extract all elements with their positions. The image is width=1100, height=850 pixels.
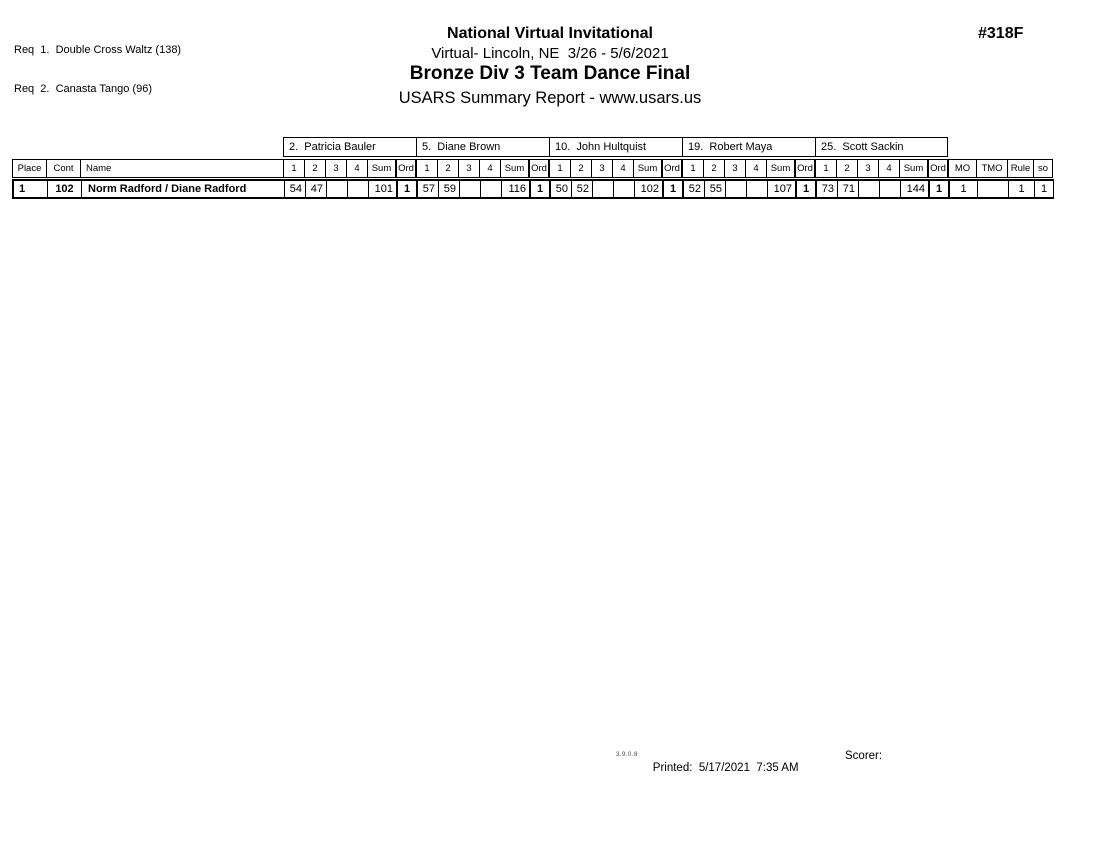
col-header-rule: Rule (1008, 160, 1034, 177)
col-header-score: 3 (858, 160, 879, 177)
contestant-name-cell: Norm Radford / Diane Radford (82, 181, 285, 197)
score-cell (747, 181, 768, 197)
place-cell: 1 (14, 181, 48, 197)
ordinal-cell: 1 (529, 181, 551, 197)
ordinal-cell: 1 (396, 181, 418, 197)
printed-timestamp (640, 750, 799, 786)
col-header-cont: Cont (47, 160, 81, 177)
col-header-name: Name (81, 160, 284, 177)
ordinal-cell: 1 (795, 181, 817, 197)
score-cell: 54 (285, 181, 306, 197)
score-cell: 47 (306, 181, 327, 197)
col-header-score: 4 (746, 160, 767, 177)
score-cell (726, 181, 747, 197)
judge-header-1: 2. Patricia Bauler (283, 137, 416, 157)
col-header-ord: Ord (927, 160, 949, 177)
col-header-ord: Ord (794, 160, 816, 177)
col-header-sum: Sum (371, 163, 392, 174)
sum-cell: 144 (906, 183, 925, 195)
col-header-score: 1 (816, 160, 837, 177)
sum-cell: 101 (374, 183, 393, 195)
col-header-score: 3 (592, 160, 613, 177)
score-cell (859, 181, 880, 197)
col-header-score: 2 (704, 160, 725, 177)
col-header-score: 1 (284, 160, 305, 177)
score-cell: 55 (705, 181, 726, 197)
ordinal-cell: 1 (662, 181, 684, 197)
score-cell: 52 (572, 181, 593, 197)
tmo-cell (978, 181, 1009, 197)
col-header-score: 1 (550, 160, 571, 177)
event-location-dates: Virtual- Lincoln, NE 3/26 - 5/6/2021 (431, 45, 669, 62)
sum-cell: 102 (640, 183, 659, 195)
judge-header-2: 5. Diane Brown (416, 137, 549, 157)
division-title: Bronze Div 3 Team Dance Final (409, 63, 691, 84)
col-header-score: 2 (837, 160, 858, 177)
col-header-score: 3 (459, 160, 480, 177)
score-cell: 71 (838, 181, 859, 197)
col-header-sum: Sum (504, 163, 525, 174)
col-header-so: so (1037, 163, 1049, 174)
printed-value: 5/17/2021 7:35 AM (698, 762, 799, 774)
col-header-score: 4 (879, 160, 900, 177)
rule-cell: 1 (1009, 181, 1035, 197)
column-header-row (12, 159, 1053, 178)
report-type: USARS Summary Report - www.usars.us (398, 89, 702, 107)
software-version: 3.9.0.8 (616, 752, 638, 758)
judge-header-3: 10. John Hultquist (549, 137, 682, 157)
col-header-score: 1 (417, 160, 438, 177)
score-cell: 73 (817, 181, 838, 197)
score-cell: 57 (418, 181, 439, 197)
score-cell (481, 181, 502, 197)
col-header-ord: Ord (395, 160, 417, 177)
score-cell (460, 181, 481, 197)
col-header-ord: Ord (661, 160, 683, 177)
col-header-score: 2 (305, 160, 326, 177)
score-cell (880, 181, 901, 197)
score-cell: 52 (684, 181, 705, 197)
col-header-place: Place (13, 160, 47, 177)
result-row (12, 179, 1054, 199)
col-header-mo: MO (949, 160, 977, 177)
col-header-sum: Sum (903, 163, 924, 174)
scorer-label: Scorer: (845, 750, 883, 762)
col-header-tmo: TMO (977, 160, 1008, 177)
mo-cell: 1 (950, 181, 978, 197)
col-header-ord: Ord (528, 160, 550, 177)
results-table (12, 137, 1054, 199)
score-cell: 50 (551, 181, 572, 197)
col-header-score: 3 (725, 160, 746, 177)
sum-cell: 116 (508, 183, 526, 195)
judge-header-5: 25. Scott Sackin (815, 137, 948, 157)
col-header-score: 1 (683, 160, 704, 177)
score-cell (348, 181, 369, 197)
printed-label: Printed: (652, 762, 693, 774)
col-header-score: 4 (347, 160, 368, 177)
ordinal-cell: 1 (928, 181, 950, 197)
sum-cell: 107 (773, 183, 792, 195)
score-cell (614, 181, 635, 197)
req-line-2: Req 2. Canasta Tango (96) (14, 83, 152, 95)
col-header-score: 4 (480, 160, 501, 177)
contestant-number-cell: 102 (48, 181, 82, 197)
event-number: #318F (978, 25, 1024, 42)
col-header-score: 4 (613, 160, 634, 177)
col-header-score: 3 (326, 160, 347, 177)
judge-header-4: 19. Robert Maya (682, 137, 815, 157)
score-cell: 59 (439, 181, 460, 197)
col-header-score: 2 (438, 160, 459, 177)
col-header-score: 2 (571, 160, 592, 177)
judges-header-row (283, 137, 1054, 157)
score-cell (593, 181, 614, 197)
col-header-sum: Sum (770, 163, 791, 174)
col-header-sum: Sum (637, 163, 658, 174)
score-cell (327, 181, 348, 197)
so-cell: 1 (1040, 183, 1048, 195)
req-line-1: Req 1. Double Cross Waltz (138) (14, 44, 182, 56)
event-title: National Virtual Invitational (447, 25, 653, 42)
